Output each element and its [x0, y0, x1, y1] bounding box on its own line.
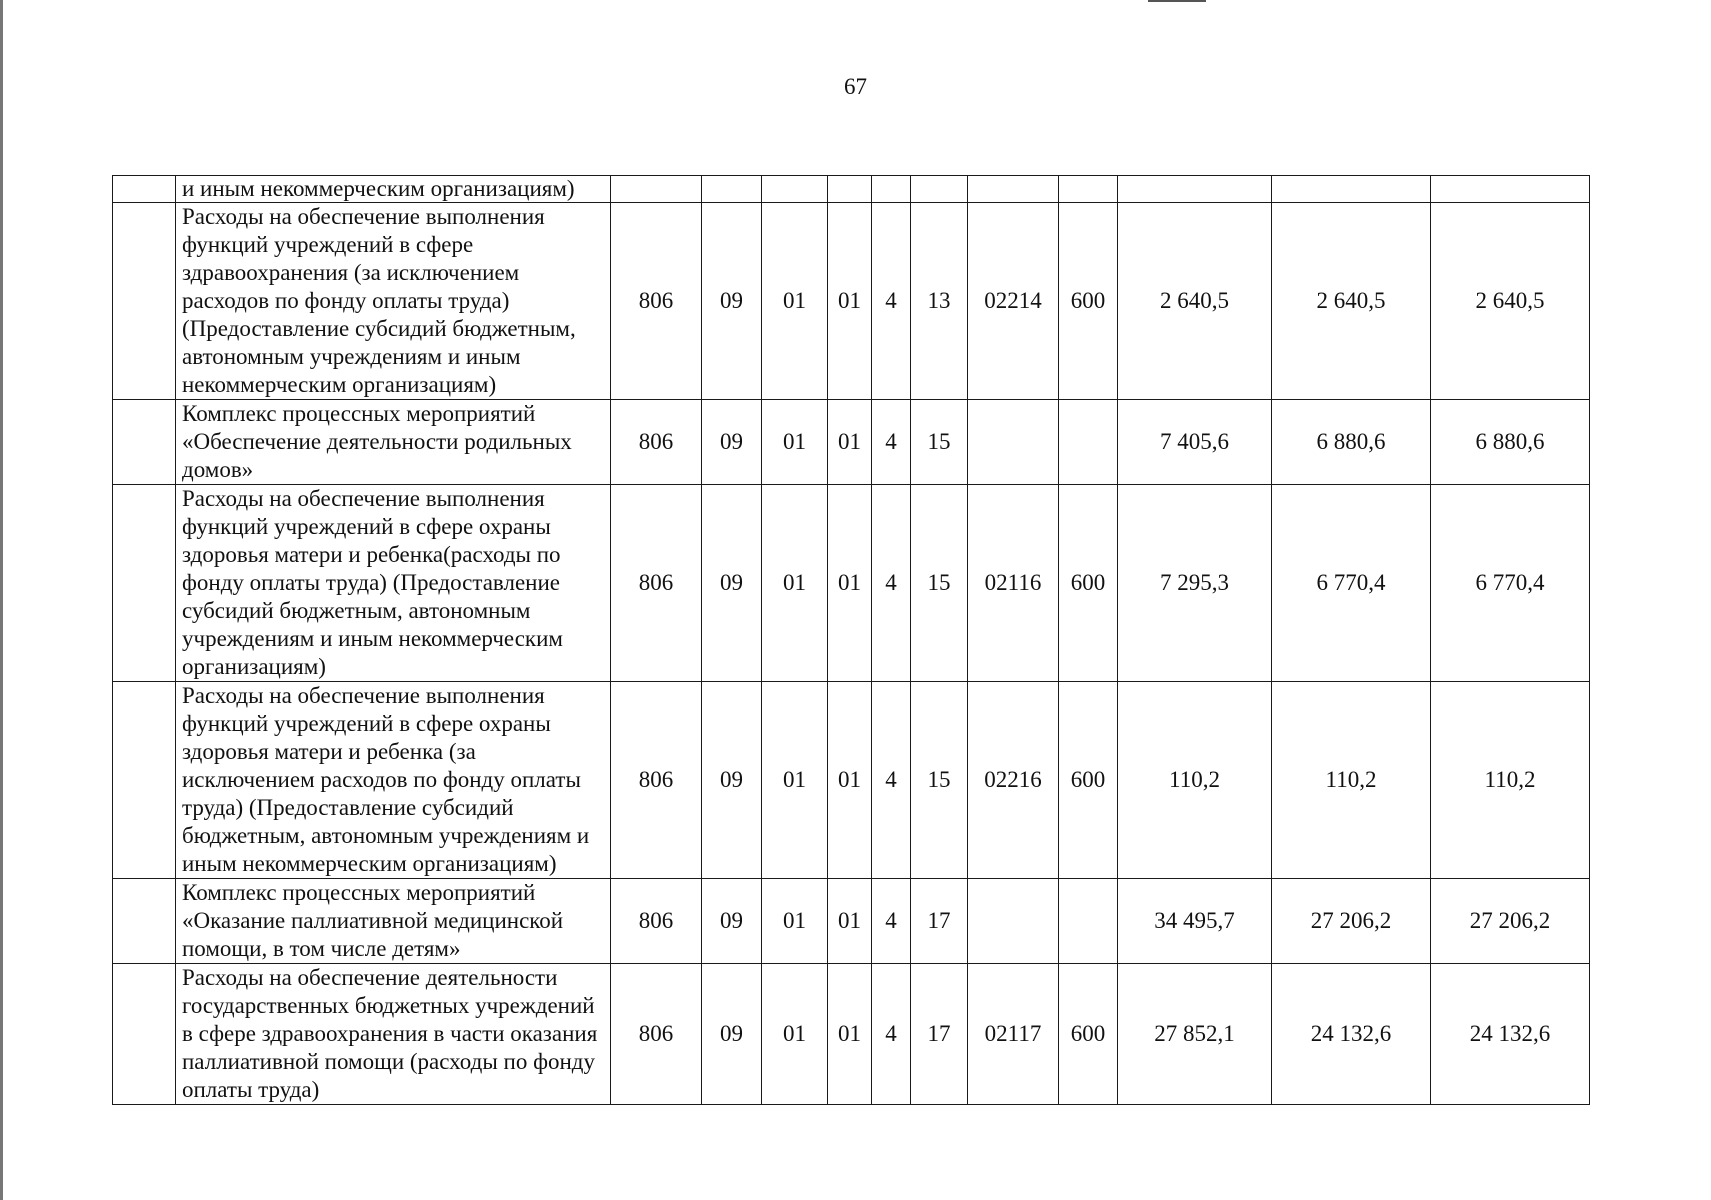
type-code-cell: 4	[872, 879, 911, 964]
description-cell: и иным некоммерческим организациям)	[176, 176, 611, 203]
description-cell: Комплекс процессных мероприятий «Обеспечение деятельности родильных домов»	[176, 400, 611, 485]
budget-table	[112, 175, 1590, 1105]
amount-year1-cell	[1118, 176, 1272, 203]
amount-year3-cell: 27 206,2	[1431, 879, 1590, 964]
row-number-cell	[113, 203, 176, 400]
subsection-code-cell	[762, 176, 828, 203]
section-code-cell: 09	[702, 400, 762, 485]
amount-year3-cell	[1431, 176, 1590, 203]
amount-year2-cell: 6 880,6	[1272, 400, 1431, 485]
program-code-cell: 01	[828, 203, 872, 400]
table-row	[113, 879, 1590, 964]
description-cell: Расходы на обеспечение выполнения функций учреждений в сфере здравоохранения (за исключением расходов по фонду оплаты труда) (Предоставление субсидий бюджетным, автономным учреждениям и иным некоммерческим организациям)	[176, 203, 611, 400]
ministry-code-cell: 806	[611, 203, 702, 400]
event-code-cell: 15	[911, 682, 968, 879]
type-code-cell: 4	[872, 400, 911, 485]
section-code-cell: 09	[702, 203, 762, 400]
amount-year3-cell: 2 640,5	[1431, 203, 1590, 400]
section-code-cell: 09	[702, 879, 762, 964]
section-code-cell	[702, 176, 762, 203]
event-code-cell: 15	[911, 400, 968, 485]
description-cell: Расходы на обеспечение деятельности государственных бюджетных учреждений в сфере здравоохранения в части оказания паллиативной помощи (расходы по фонду оплаты труда)	[176, 964, 611, 1105]
amount-year3-cell: 6 880,6	[1431, 400, 1590, 485]
scan-left-edge	[0, 0, 3, 1200]
amount-year3-cell: 110,2	[1431, 682, 1590, 879]
event-code-cell	[911, 176, 968, 203]
table-row	[113, 176, 1590, 203]
amount-year3-cell: 24 132,6	[1431, 964, 1590, 1105]
ministry-code-cell	[611, 176, 702, 203]
section-code-cell: 09	[702, 485, 762, 682]
type-code-cell: 4	[872, 964, 911, 1105]
table-row	[113, 485, 1590, 682]
description-cell: Расходы на обеспечение выполнения функций учреждений в сфере охраны здоровья матери и ребенка (за исключением расходов по фонду оплаты труда) (Предоставление субсидий бюджетным, автономным учреждениям и иным некоммерческим организациям)	[176, 682, 611, 879]
amount-year1-cell: 2 640,5	[1118, 203, 1272, 400]
ministry-code-cell: 806	[611, 400, 702, 485]
ministry-code-cell: 806	[611, 964, 702, 1105]
subsection-code-cell: 01	[762, 485, 828, 682]
direction-code-cell: 02117	[968, 964, 1059, 1105]
amount-year2-cell: 110,2	[1272, 682, 1431, 879]
scan-top-mark	[1148, 0, 1206, 2]
row-number-cell	[113, 879, 176, 964]
type-code-cell: 4	[872, 203, 911, 400]
page-number: 67	[844, 74, 867, 99]
expense-type-cell: 600	[1059, 203, 1118, 400]
direction-code-cell: 02214	[968, 203, 1059, 400]
expense-type-cell	[1059, 879, 1118, 964]
row-number-cell	[113, 176, 176, 203]
amount-year2-cell	[1272, 176, 1431, 203]
program-code-cell: 01	[828, 682, 872, 879]
ministry-code-cell: 806	[611, 485, 702, 682]
type-code-cell: 4	[872, 485, 911, 682]
row-number-cell	[113, 682, 176, 879]
type-code-cell	[872, 176, 911, 203]
table-row	[113, 682, 1590, 879]
section-code-cell: 09	[702, 682, 762, 879]
subsection-code-cell: 01	[762, 879, 828, 964]
expense-type-cell	[1059, 400, 1118, 485]
table-row	[113, 400, 1590, 485]
description-cell: Расходы на обеспечение выполнения функций учреждений в сфере охраны здоровья матери и ребенка(расходы по фонду оплаты труда) (Предоставление субсидий бюджетным, автономным учреждениям и иным некоммерческим организациям)	[176, 485, 611, 682]
program-code-cell: 01	[828, 964, 872, 1105]
amount-year1-cell: 7 405,6	[1118, 400, 1272, 485]
table-row	[113, 203, 1590, 400]
direction-code-cell: 02216	[968, 682, 1059, 879]
section-code-cell: 09	[702, 964, 762, 1105]
type-code-cell: 4	[872, 682, 911, 879]
amount-year2-cell: 27 206,2	[1272, 879, 1431, 964]
subsection-code-cell: 01	[762, 682, 828, 879]
direction-code-cell	[968, 879, 1059, 964]
expense-type-cell	[1059, 176, 1118, 203]
subsection-code-cell: 01	[762, 203, 828, 400]
expense-type-cell: 600	[1059, 964, 1118, 1105]
event-code-cell: 17	[911, 879, 968, 964]
direction-code-cell: 02116	[968, 485, 1059, 682]
row-number-cell	[113, 485, 176, 682]
amount-year1-cell: 27 852,1	[1118, 964, 1272, 1105]
row-number-cell	[113, 400, 176, 485]
event-code-cell: 13	[911, 203, 968, 400]
row-number-cell	[113, 964, 176, 1105]
ministry-code-cell: 806	[611, 682, 702, 879]
program-code-cell	[828, 176, 872, 203]
direction-code-cell	[968, 400, 1059, 485]
amount-year1-cell: 34 495,7	[1118, 879, 1272, 964]
amount-year1-cell: 110,2	[1118, 682, 1272, 879]
direction-code-cell	[968, 176, 1059, 203]
amount-year2-cell: 6 770,4	[1272, 485, 1431, 682]
expense-type-cell: 600	[1059, 682, 1118, 879]
amount-year3-cell: 6 770,4	[1431, 485, 1590, 682]
program-code-cell: 01	[828, 879, 872, 964]
subsection-code-cell: 01	[762, 400, 828, 485]
event-code-cell: 17	[911, 964, 968, 1105]
expense-type-cell: 600	[1059, 485, 1118, 682]
amount-year1-cell: 7 295,3	[1118, 485, 1272, 682]
program-code-cell: 01	[828, 400, 872, 485]
description-cell: Комплекс процессных мероприятий «Оказание паллиативной медицинской помощи, в том числе детям»	[176, 879, 611, 964]
amount-year2-cell: 2 640,5	[1272, 203, 1431, 400]
program-code-cell: 01	[828, 485, 872, 682]
subsection-code-cell: 01	[762, 964, 828, 1105]
ministry-code-cell: 806	[611, 879, 702, 964]
table-row	[113, 964, 1590, 1105]
amount-year2-cell: 24 132,6	[1272, 964, 1431, 1105]
event-code-cell: 15	[911, 485, 968, 682]
